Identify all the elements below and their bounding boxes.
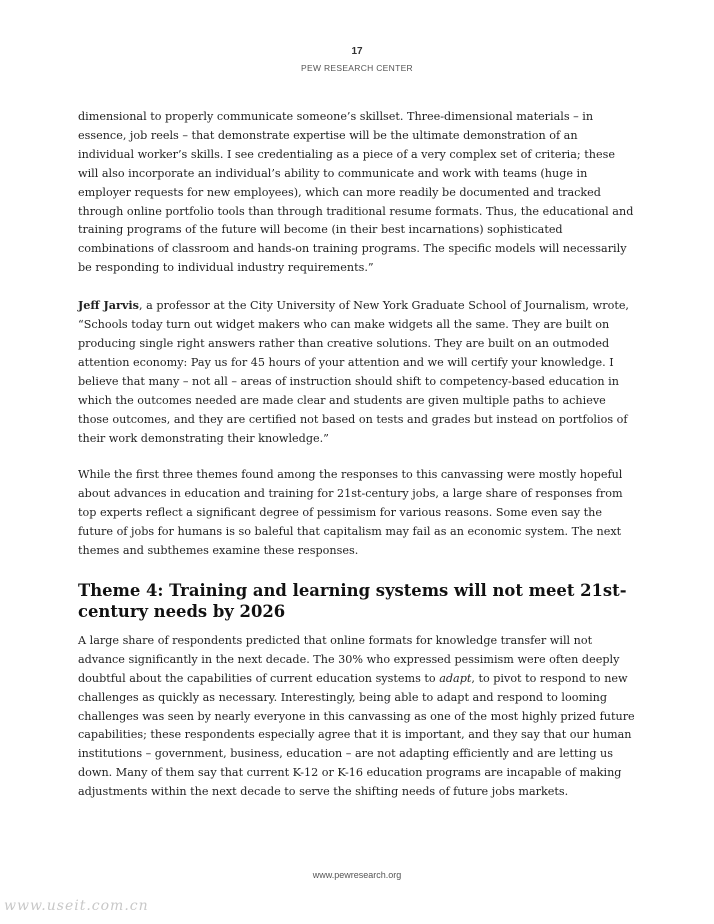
watermark: www.useit.com.cn — [4, 898, 149, 914]
document-body — [78, 108, 636, 802]
paragraph-4-end: , to pivot to respond to new challenges as quickly as necessary. Interestingly, being able to adapt and respond to looming challenges was seen by nearly everyone in this canvassing as one of the most highly prized future capabilities; these respondents especially agree that it is important, and they say that our human institutions – government, business, education – are not adapting efficiently and are letting us down. Many of them say that current K-12 or K-16 education programs are incapable of making adjustments within the next decade to serve the shifting needs of future jobs markets. — [78, 671, 635, 799]
paragraph-3: While the first three themes found among the responses to this canvassing were mostly hopeful about advances in education and training for 21st-century jobs, a large share of responses from top experts reflect a significant degree of pessimism for various reasons. Some even say the future of jobs for humans is so baleful that capitalism may fail as an economic system. The next themes and subthemes examine these responses. — [78, 468, 623, 558]
paragraph-2-text: , a professor at the City University of New York Graduate School of Journalism, wrote, “Schools today turn out widget makers who can make widgets all the same. They are built on producing single right answers rather than creative solutions. They are built on an outmoded attention economy: Pay us for 45 hours of your attention and we will certify your knowledge. I believe that many – not all – areas of instruction should shift to competency-based education in which the outcomes needed are made clear and students are given multiple paths to achieve those outcomes, and they are certified not based on tests and grades but instead on portfolios of their work demonstrating their knowledge.” — [78, 299, 629, 445]
footer-url: www.pewresearch.org — [312, 870, 402, 880]
paragraph-1: dimensional to properly communicate someone’s skillset. Three-dimensional materials – in essence, job reels – that demonstrate expertise will be the ultimate demonstration of an individual worker’s skills. I see credentialing as a piece of a very complex set of criteria; these will also incorporate an individual’s ability to communicate and work with teams (huge in employer requests for new employees), which can more readily be documented and tracked through online portfolio tools than through traditional resume formats. Thus, the educational and training programs of the future will become (in their best incarnations) sophisticated combinations of classroom and hands-on training programs. The specific models will necessarily be responding to individual industry requirements.” — [78, 110, 634, 275]
page-number: 17 — [351, 46, 363, 57]
paragraph-4-start: A large share of respondents predicted that online formats for knowledge transfer will not advance significantly in the next decade. The 30% who expressed pessimism were often deeply doubtful about the capabilities of current education systems to — [78, 633, 620, 685]
paragraph-4 — [78, 632, 636, 802]
running-header: PEW RESEARCH CENTER — [301, 63, 413, 73]
emphasis-adapt: adapt — [439, 671, 472, 685]
paragraph-2 — [78, 296, 636, 448]
section-heading: Theme 4: Training and learning systems will not meet 21st-century needs by 2026 — [78, 580, 627, 621]
quote-author-name: Jeff Jarvis — [78, 298, 139, 313]
